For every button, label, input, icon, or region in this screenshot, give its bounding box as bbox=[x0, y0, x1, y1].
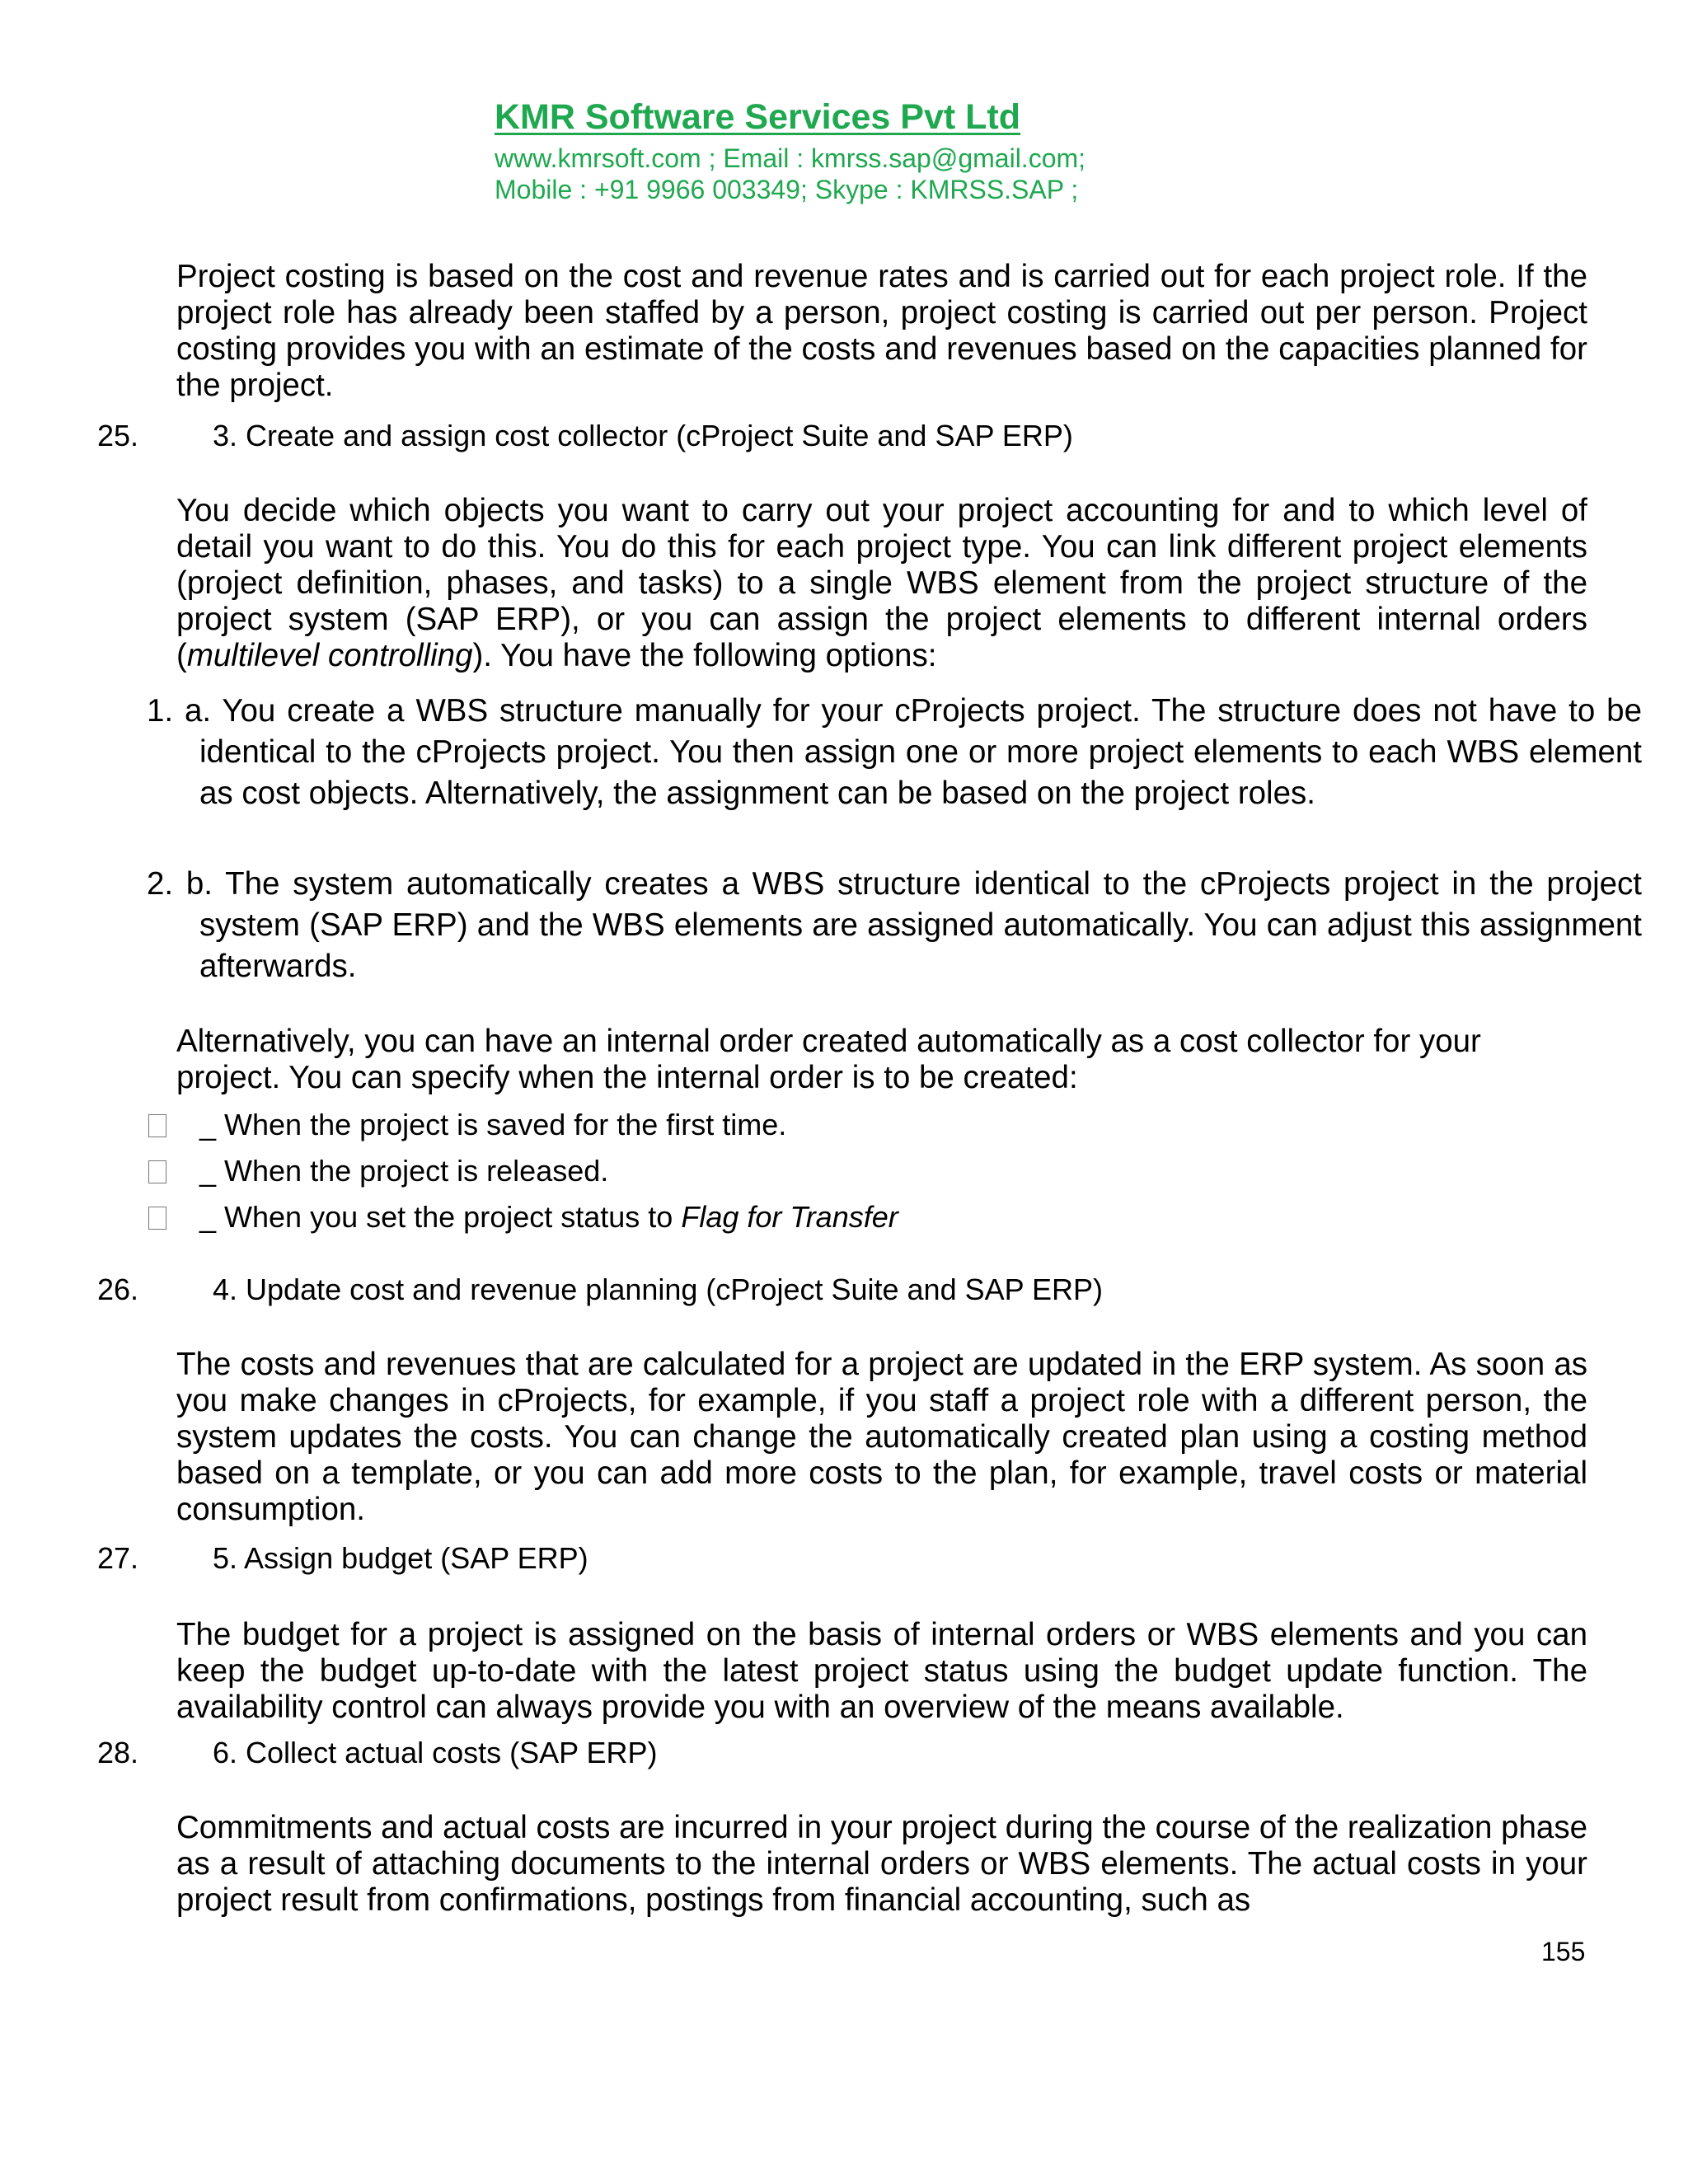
bullet-item bbox=[148, 1108, 786, 1142]
option-item bbox=[147, 864, 1642, 987]
italic-term: multilevel controlling bbox=[186, 638, 473, 673]
section25-paragraph bbox=[176, 493, 1587, 674]
bullet-text: _ When the project is saved for the first time. bbox=[199, 1108, 787, 1141]
bullet-box-icon bbox=[148, 1114, 166, 1137]
section-number: 25. bbox=[97, 419, 139, 452]
section-heading: 5. Assign budget (SAP ERP) bbox=[213, 1541, 588, 1575]
page-number: 155 bbox=[1541, 1937, 1586, 1966]
option-item bbox=[147, 691, 1642, 814]
section-number: 26. bbox=[97, 1272, 139, 1306]
option-text: The system automatically creates a WBS structure identical to the cProjects project in the project system (SAP ERP) and the WBS elements are assigned automatically. You can adjust this assignment afterwards. bbox=[199, 866, 1642, 984]
bullet-item bbox=[148, 1200, 898, 1235]
alternative-paragraph: Alternatively, you can have an internal order created automatically as a cost collector for your project. You can specify when the internal order is to be created: bbox=[176, 1024, 1481, 1095]
section26-paragraph: The costs and revenues that are calculated for a project are updated in the ERP system. As soon as you make changes in cProjects, for example, if you staff a project role with a different person, the system updates the costs. You can change the automatically created plan using a costing method based on a template, or you can add more costs to the plan, for example, travel costs or material consumption. bbox=[176, 1347, 1587, 1527]
contact-line-mobile-skype: Mobile : +91 9966 003349; Skype : KMRSS.SAP ; bbox=[495, 175, 1079, 204]
paragraph-text: You decide which objects you want to carry out your project accounting for and to which level of detail you want to do this. You do this for each project type. You can link different project elements (project definition, phases, and tasks) to a single WBS element from the project structure of the project system (SAP ERP), or you can assign the project elements to different internal orders ( bbox=[176, 493, 1587, 673]
contact-line-web-email: www.kmrsoft.com ; Email : kmrss.sap@gmail.com; bbox=[495, 143, 1086, 173]
section-heading: 4. Update cost and revenue planning (cProject Suite and SAP ERP) bbox=[213, 1272, 1103, 1306]
section-heading: 3. Create and assign cost collector (cProject Suite and SAP ERP) bbox=[213, 419, 1073, 452]
option-marker: 1. a. bbox=[147, 693, 212, 729]
section-heading: 6. Collect actual costs (SAP ERP) bbox=[213, 1736, 658, 1769]
option-marker: 2. b. bbox=[147, 866, 213, 902]
bullet-box-icon bbox=[148, 1160, 166, 1183]
section27-paragraph: The budget for a project is assigned on the basis of internal orders or WBS elements and you can keep the budget up-to-date with the latest project status using the budget update function. The availability control can always provide you with an overview of the means available. bbox=[176, 1617, 1587, 1725]
intro-paragraph: Project costing is based on the cost and revenue rates and is carried out for each project role. If the project role has already been staffed by a person, project costing is carried out per person. Project costing provides you with an estimate of the costs and revenues based on the capacities planned for the project. bbox=[176, 259, 1587, 403]
bullet-text: _ When you set the project status to bbox=[199, 1200, 682, 1234]
section28-paragraph: Commitments and actual costs are incurred in your project during the course of the realization phase as a result of attaching documents to the internal orders or WBS elements. The actual costs in your project result from confirmations, postings from financial accounting, such as bbox=[176, 1810, 1587, 1918]
paragraph-text: ). You have the following options: bbox=[472, 638, 937, 673]
bullet-italic-text: Flag for Transfer bbox=[681, 1200, 898, 1234]
option-text: You create a WBS structure manually for your cProjects project. The structure does not have to be identical to the cProjects project. You then assign one or more project elements to each WBS element as cost objects. Alternatively, the assignment can be based on the project roles. bbox=[199, 693, 1642, 811]
section-number: 28. bbox=[97, 1736, 139, 1769]
bullet-text: _ When the project is released. bbox=[199, 1154, 609, 1188]
company-name: KMR Software Services Pvt Ltd bbox=[495, 97, 1021, 137]
bullet-item bbox=[148, 1154, 608, 1188]
bullet-box-icon bbox=[148, 1207, 166, 1230]
section-number: 27. bbox=[97, 1541, 139, 1575]
